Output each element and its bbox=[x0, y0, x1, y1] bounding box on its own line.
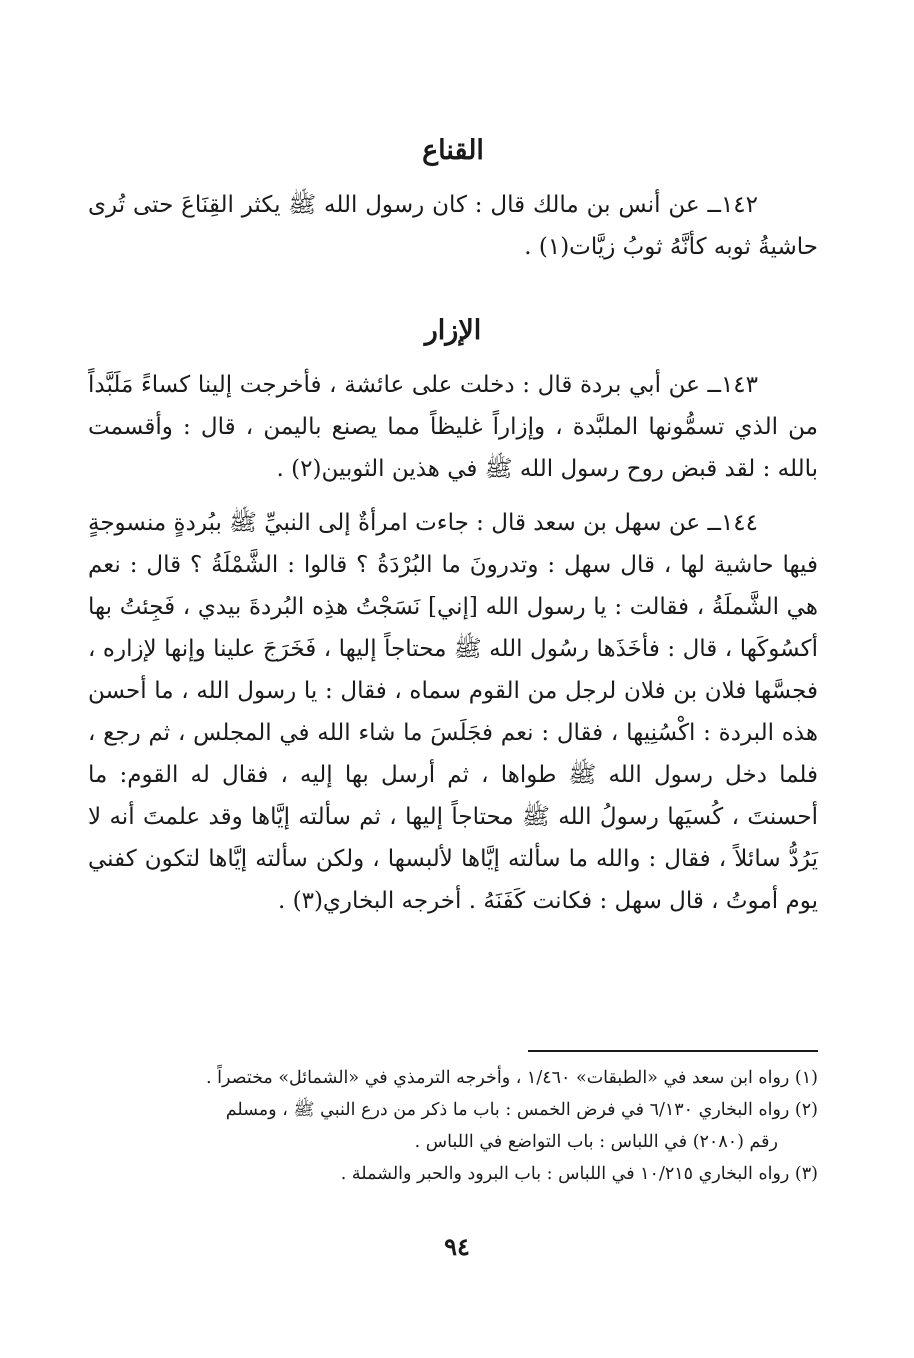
page-number: ٩٤ bbox=[444, 1232, 470, 1261]
hadith-142: ١٤٢ــ عن أنس بن مالك قال : كان رسول الله ﷺ يكثر القِنَاعَ حتى تُرى حاشيةُ ثوبه كأنَّهُ ثوبُ زيَّات(١) . bbox=[88, 192, 818, 260]
section-title-qina: القناع bbox=[422, 135, 484, 166]
footnote-2 bbox=[88, 1094, 818, 1158]
footnotes bbox=[88, 1062, 818, 1190]
footnote-1 bbox=[88, 1062, 818, 1094]
footnote-1-text: (١) رواه ابن سعد في «الطبقات» ١/٤٦٠ ، وأخرجه الترمذي في «الشمائل» مختصراً . bbox=[206, 1068, 818, 1088]
hadith-144: ١٤٤ــ عن سهل بن سعد قال : جاءت امرأةٌ إلى النبيِّ ﷺ ببُردةٍ منسوجةٍ فيها حاشية لها ، قال سهل : وتدرونَ ما البُرْدَةُ ؟ قالوا : الشَّمْلَةُ ؟ قال : نعم هي الشَّملَةُ ، فقالت : يا رسول الله [إني] نَسَجْتُ هذِه البُردةَ بيدي ، فَجِئتُ بها أكسُوكَها ، قال : فأخَذَها رسُول الله ﷺ محتاجاً إليها ، فَخَرَجَ علينا وإنها لإزاره ، فجسَّها فلان بن فلان لرجل من القوم سماه ، فقال : يا رسول الله ، ما أحسن هذه البردة : اكْسُنِيها ، فقال : نعم فجَلَسَ ما شاء الله في المجلس ، ثم رجع ، فلما دخل رسول الله ﷺ طواها ، ثم أرسل بها إليه ، فقال له القوم: ما أحسنتَ ، كُسيَها رسولُ الله ﷺ محتاجاً إليها ، ثم سألته إيَّاها وقد علمتَ أنه لا يَرُدُّ سائلاً ، فقال : والله ما سألته إيَّاها لألبسها ، ولكن سألته إيَّاها لتكون كفني يوم أموتُ ، قال سهل : فكانت كَفَنَهُ . أخرجه البخاري(٣) . bbox=[88, 510, 818, 914]
footnote-3-text: (٣) رواه البخاري ١٠/٢١٥ في اللباس : باب البرود والحبر والشملة . bbox=[340, 1164, 818, 1184]
footnote-2-continuation: رقم (٢٠٨٠) في اللباس : باب التواضع في اللباس . bbox=[414, 1132, 778, 1152]
hadith-143: ١٤٣ــ عن أبي بردة قال : دخلت على عائشة ، فأخرجت إلينا كساءً مَلَبَّداً من الذي تسمُّونها الملبَّدة ، وإزاراً غليظاً مما يصنع باليمن ، قال : وأقسمت بالله : لقد قبض روح رسول الله ﷺ في هذين الثوبين(٢) . bbox=[88, 372, 818, 482]
footnote-divider bbox=[528, 1050, 818, 1052]
footnote-3 bbox=[88, 1158, 818, 1190]
section-title-izar: الإزار bbox=[424, 315, 482, 346]
footnote-2-text: (٢) رواه البخاري ٦/١٣٠ في فرض الخمس : باب ما ذكر من درع النبي ﷺ ، ومسلم bbox=[225, 1100, 818, 1120]
main-text bbox=[88, 128, 818, 934]
